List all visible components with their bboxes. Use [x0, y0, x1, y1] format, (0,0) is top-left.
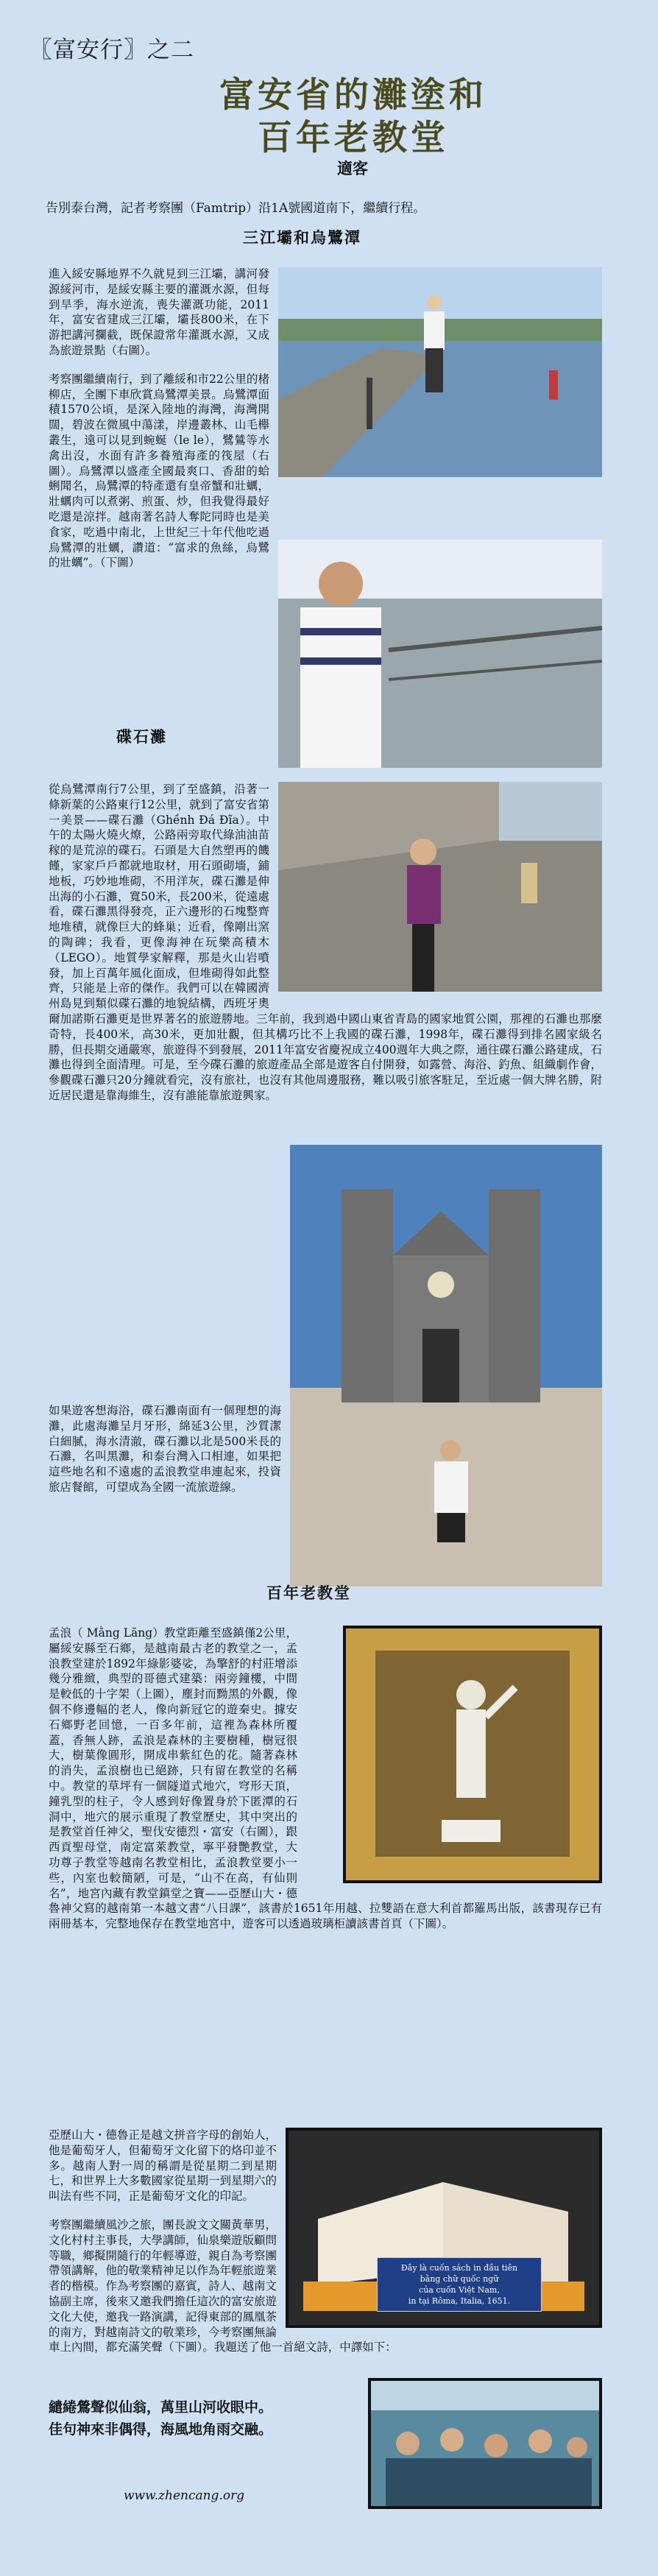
- paragraph-team: 考察團繼續風沙之旅，團長說文文關黃華男，文化村村主事長，大學講師，仙泉樂遊版顧問等職，鄉擬開隨行的年輕導遊，親自為考察團帶領講解，他的敬業精神足以作為年輕旅遊業者的楷模。作為考察團的嘉賓，詩人、越南文協副主席，後來又邀我們擔任這次的富安旅遊文化大使，邀我一路演講，記得東部的鳳凰茶的南方，對越南詩文的敬業珍，今考察團無論車上內間，都充滿笑聲（下圖）。我題送了他一首絕文詩，中譯如下：: [49, 2217, 397, 2354]
- book-caption-line2: bằng chữ quốc ngữ: [420, 2274, 499, 2284]
- float-spacer-rocks: [269, 782, 602, 997]
- dam-photo: [278, 267, 602, 477]
- site-url: www.zhencang.org: [124, 2488, 245, 2503]
- paragraph-alexandre: [49, 2128, 602, 2204]
- group-photo: [368, 2378, 602, 2509]
- author-name: 適客: [337, 159, 368, 177]
- body-text-alexandre: [49, 2128, 602, 2368]
- body-text-beach: [49, 1403, 281, 1508]
- poem-line2: 佳句神來非偶得，海風地角雨交融。: [49, 2421, 273, 2438]
- paragraph-beach: 如果遊客想海浴，碟石灘南面有一個理想的海灘，此處海灘呈月牙形，綿延3公里，沙質潔白細膩，海水清澈，碟石灘以北是500米長的石灘，名叫黑灘，和泰台灣入口相連，如果把這些地名和不遠處的孟浪教堂串連起來，投資旅店餐館，可望成為全國一流旅遊線。: [49, 1404, 281, 1494]
- intro-text: 告別泰台灣，記者考察團（Famtrip）沿1A號國道南下，繼續行程。: [46, 201, 426, 216]
- lagoon-illustration: [278, 540, 602, 768]
- body-text-church: [49, 1626, 602, 1945]
- book-caption-line1: Đây là cuốn sách in đầu tiên: [400, 2263, 518, 2273]
- float-spacer-statue: [297, 1626, 602, 1889]
- paragraph-da-dia-text: 從烏鷺潭南行7公里，到了至盛鎮，沿著一條新葉的公路東行12公里，就到了富安省第一美景——碟石灘（Ghềnh Đá Đĩa）。中午的太陽火燒火燎，公路兩旁取代綠油油苗稼的是荒涼的碟石。石頭是大自然塑再的饑饉，家家戶戶都就地取材，用石頭砌墻，鋪地板，巧妙地堆砌，不用洋灰，碟石灘是伸出海的小石灘，寬50米，長200米，從遠處看，碟石灘黑得發亮，正六邊形的石塊整齊地堆積，就像巨大的蜂巢；近看，像剛出窯的陶碑；我看，更像海神在玩樂高積木（LEGO）。地質學家解釋，那是火山岩噴發，加上百萬年風化面成，但堆砌得如此整齊，只能是上帝的傑作。我們可以在韓國濟州島見到類似碟石灘的地貌結構，西班牙奧爾加諾斯石灘更是世界著名的旅遊勝地。三年前，我到過中國山東省青島的國家地質公園，那裡的石灘也那麼奇特，長400米，高30米，更加壯觀，但其構巧比不上我國的碟石灘，1998年，碟石灘得到排名國家級名勝，但長期交通嚴寒，旅遊得不到發展，2011年富安省慶祝成立400週年大典之際，通往碟石灘公路建成，石灘也得到全面清理。可是，至今碟石灘的旅遊產品全部是遊客自付開發，如露營、海浴、釣魚、組織劇作會，參觀碟石灘只20分鐘就看完，沒有旅社，也沒有其他周邊服務，難以吸引旅客駐足，至近處一個大牌名勝，附近居民還是靠海維生，沒有誰能靠旅遊興家。: [49, 783, 602, 1102]
- body-text-da-dia: [49, 782, 602, 1117]
- float-spacer-book: [277, 2128, 602, 2334]
- section-heading-sanjiang: 三江壩和烏鷺潭: [243, 228, 361, 247]
- book-caption-line4: in tại Rôma, Italia, 1651.: [408, 2296, 511, 2306]
- paragraph-oloan-lagoon: 考察團繼續南行，到了離綏和市22公里的楮柳店，全團下車欣賞烏鷺潭美景。烏鷺潭面積1570公頃，是深入陸地的海灣，海灣開闊，碧波在微風中蕩漾，岸邊叢林、山毛櫸叢生，遠可以見到蜿蜒（le le），鷺鷥等水禽出沒，水面有許多養殖海產的筏屋（右圖）。烏鷺潭以盛產全國最爽口、香甜的蛤蜊聞名，烏鷺潭的特產還有皇帝蟹和壯蠣，壯蠣肉可以煮粥、煎蛋、炒，但我覺得最好吃還是涼拌。越南著名詩人奪陀同時也是美食家，吃過中南北，上世紀三十年代他吃過烏鷺潭的壯蠣，讚道：“富求的魚絲，烏鷺的壯蠣”。（下圖）: [49, 372, 269, 570]
- church-illustration: [290, 1145, 602, 1587]
- dam-illustration: [278, 267, 602, 477]
- page-title-line2: 百年老教堂: [258, 118, 449, 158]
- paragraph-sanjiang-dam: 進入綏安縣地界不久就見到三江壩，講河發源綏河市，是綏安縣主要的灌溉水源，但每到旱季，海水逆流，喪失灌溉功能，2011年，富安省建成三江壩，壩長800米，在下游把講河攔截，既保證常年灌溉水源，又成為旅遊景點（右圖）。: [49, 267, 269, 357]
- book-caption-line3: của cuốn Việt Nam,: [419, 2285, 500, 2295]
- group-illustration: [371, 2381, 599, 2506]
- section-heading-da-dia: 碟石灘: [116, 727, 167, 746]
- paragraph-church-text: 孟浪（ Mằng Lăng）教堂距離至盛鎮僅2公里，屬綏安縣至石鄉，是越南最古老的教堂之一，孟浪教堂建於1892年綠影婆娑，為擎舒的村莊增添幾分雅緻，典型的哥德式建築：兩旁鐘樓，中間是較低的十字架（上圖），塵封而黝黑的外觀，像個不修邊幅的老人，像向新冠它的遊秦史。據安石鄉野老回憶，一百多年前，這裡為森林所覆蓋，香無人跡，孟浪是森林的主要樹種，樹冠很大，樹葉像圓形，開成串紫紅色的花。隨著森林的消失，孟浪樹也已絕跡，只有留在教堂的名稱中。教堂的草坪有一個隧道式地穴，穹形天頂，鐘乳型的柱子，令人感到好像置身於下匿潭的石洞中，地穴的展示重現了教堂歷史，其中突出的是教堂首任神父，聖伐安德烈・富安（右圖），跟西貢聖母堂，南定富萊教堂，寧平發艷教堂，大功尊子教堂等越南名教堂相比，孟浪教堂要小一些，內室也較簡陋，可是，“山不在高，有仙則名”，地宮內藏有教堂鎮堂之寶——亞歷山大・德魯神父寫的越南第一本越文書“八日課”，該書於1651年用越、拉雙語在意大利首都羅馬出版，該書現存已有兩冊基本，完整地保存在教堂地宮中，遊客可以透過玻璃柜讀該書首頁（下圖）。: [49, 1626, 602, 1931]
- body-text-1: [49, 267, 269, 584]
- paragraph-alexandre-text: 亞歷山大・德魯正是越文拼音字母的創始人，他是葡萄牙人，但葡萄牙文化留下的烙印並不多。越南人對一周的稱謂是從星期二到星期七，和世界上大多數國家從星期一到星期六的叫法有些不同，正是葡萄牙文化的印記。: [49, 2128, 277, 2203]
- paragraph-da-dia: [49, 782, 602, 1104]
- page-title-line1: 富安省的灘塗和: [219, 75, 487, 116]
- poem-line1: 繾綣鶯聲似仙翁，萬里山河收眼中。: [49, 2399, 273, 2416]
- series-label: 〖富安行〗之二: [29, 37, 194, 63]
- section-heading-church: 百年老教堂: [266, 1584, 351, 1602]
- poem: [49, 2396, 343, 2441]
- paragraph-church: [49, 1626, 602, 1932]
- mang-lang-church-photo: [290, 1145, 602, 1587]
- lagoon-man-photo: [278, 540, 602, 768]
